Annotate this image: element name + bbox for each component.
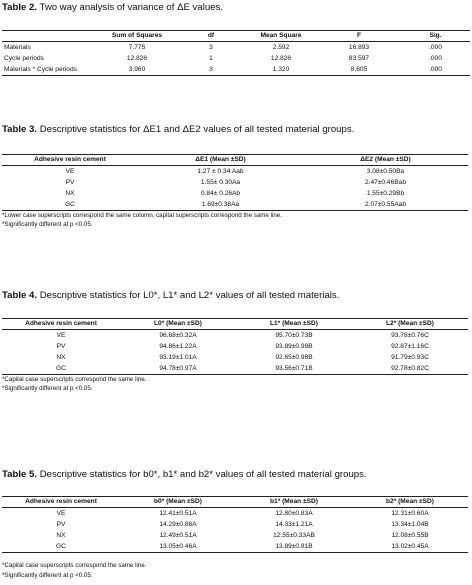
table-header-row xyxy=(2,31,470,42)
column-header: ΔE2 (Mean ±SD) xyxy=(303,155,468,166)
table-label: Table 4. xyxy=(2,290,38,301)
table-cell: 12.31±0.60A xyxy=(391,509,429,517)
table-cell: .000 xyxy=(429,43,442,51)
table-cell: 12.49±0.51A xyxy=(159,531,197,539)
table-note: *Significantly different at p <0.05. xyxy=(2,385,93,392)
table-cell: 93.19±1.01A xyxy=(159,353,197,361)
table-cell: 12.08±0.55B xyxy=(391,531,429,539)
table-row xyxy=(2,188,468,199)
table-cell: 3.08±0.50Ba xyxy=(366,167,405,175)
table-row xyxy=(2,64,470,76)
column-header: Mean Square xyxy=(245,31,317,42)
table-cell: 95.70±0.73B xyxy=(275,331,313,339)
table-note: *Capital case superscripts correspond the same line. xyxy=(2,562,147,569)
table-cell: 92.78±0.82C xyxy=(352,363,468,375)
table-cell: 13.02±0.45A xyxy=(352,541,468,553)
column-header: L1* (Mean ±SD) xyxy=(236,319,352,330)
column-header: Adhesive resin cement xyxy=(2,497,120,508)
table-cell: VE xyxy=(65,167,75,175)
table-row xyxy=(2,363,468,375)
table-cell: Cycle periods xyxy=(4,54,44,62)
table-cell: 1 xyxy=(209,54,213,62)
table-cell: 16.893 xyxy=(348,43,370,51)
table-cell: 1.55±0.29Bb xyxy=(366,189,405,197)
table-cell: 1.320 xyxy=(245,64,317,76)
table-note: *Significantly different at p <0.05. xyxy=(2,221,93,228)
table-cell: GC xyxy=(2,541,120,553)
table-row xyxy=(2,352,468,363)
table-cell: VE xyxy=(56,331,66,339)
table-cell: 3.960 xyxy=(97,64,177,76)
table-cell: 93.56±0.71B xyxy=(236,363,352,375)
table-cell: 2.07±0.55Aab xyxy=(303,199,468,211)
table-row xyxy=(2,166,468,178)
table-cell: PV xyxy=(56,342,66,350)
table-title: Descriptive statistics for L0*, L1* and L2* values of all tested materials. xyxy=(39,290,340,301)
table-title: Two way analysis of variance of ΔE values. xyxy=(39,2,223,13)
table-title: Descriptive statistics for ΔE1 and ΔE2 values of all tested material groups. xyxy=(39,124,355,135)
table-4 xyxy=(2,318,468,375)
column-header: Sum of Squares xyxy=(97,31,177,42)
table-title: Descriptive statistics for b0*, b1* and b2* values of all tested material groups. xyxy=(39,469,367,480)
table-row xyxy=(2,53,470,64)
table-cell: 12.41±0.51A xyxy=(159,509,197,517)
table-3-caption xyxy=(2,124,354,135)
table-header-row xyxy=(2,155,468,166)
table-cell: NX xyxy=(56,531,66,539)
table-cell: 0.84± 0.26Ab xyxy=(200,189,241,197)
table-cell: 12.80±0.83A xyxy=(275,509,313,517)
table-row xyxy=(2,199,468,211)
table-cell: 83.597 xyxy=(348,54,370,62)
table-cell: 92.87±1.16C xyxy=(391,342,429,350)
column-header: b2* (Mean ±SD) xyxy=(352,497,468,508)
table-row xyxy=(2,541,468,553)
table-4-caption xyxy=(2,290,339,301)
column-header: L2* (Mean ±SD) xyxy=(352,319,468,330)
table-cell: 12.55±0.33AB xyxy=(273,531,315,539)
table-cell: PV xyxy=(65,178,75,186)
table-cell: NX xyxy=(56,353,66,361)
table-header-row xyxy=(2,497,468,508)
table-3 xyxy=(2,154,468,211)
table-2-caption xyxy=(2,2,223,13)
table-cell: PV xyxy=(56,520,66,528)
table-cell: 93.78±0.76C xyxy=(391,331,429,339)
table-row xyxy=(2,330,468,342)
table-cell: 8.605 xyxy=(317,64,401,76)
table-label: Table 2. xyxy=(2,2,38,13)
table-cell: 96.68±0.32A xyxy=(159,331,197,339)
table-5 xyxy=(2,496,468,553)
table-row xyxy=(2,177,468,188)
table-cell: 93.89±0.99B xyxy=(275,342,313,350)
table-row xyxy=(2,519,468,530)
column-header: Adhesive resin cement xyxy=(2,155,138,166)
column-header: ΔE1 (Mean ±SD) xyxy=(138,155,303,166)
table-5-caption xyxy=(2,469,367,480)
table-row xyxy=(2,530,468,541)
table-cell: 2.47±0.46Bab xyxy=(364,178,407,186)
table-cell: 1.27 ± 0.34 Aab xyxy=(197,167,244,175)
table-cell: Materials * Cycle periods xyxy=(2,64,97,76)
table-2 xyxy=(2,30,470,76)
table-cell: 7.775 xyxy=(128,43,146,51)
table-cell: NX xyxy=(65,189,75,197)
column-header: L0* (Mean ±SD) xyxy=(120,319,236,330)
table-note: *Capital case superscripts correspond the same line. xyxy=(2,376,147,383)
table-cell: VE xyxy=(56,509,66,517)
table-cell: GC xyxy=(2,363,120,375)
column-header: Adhesive resin cement xyxy=(2,319,120,330)
column-header: b0* (Mean ±SD) xyxy=(120,497,236,508)
table-cell: 3 xyxy=(209,43,213,51)
table-header-row xyxy=(2,319,468,330)
table-cell: 13.89±0.81B xyxy=(236,541,352,553)
table-cell: 13.34±1.04B xyxy=(391,520,429,528)
table-cell: 91.79±0.93C xyxy=(391,353,429,361)
table-cell: 1.69±0.38Aa xyxy=(138,199,303,211)
table-row xyxy=(2,42,470,54)
column-header: Sig. xyxy=(401,31,470,42)
table-cell: 13.05±0.46A xyxy=(120,541,236,553)
table-cell: 14.29±0.86A xyxy=(159,520,197,528)
table-cell: GC xyxy=(2,199,138,211)
table-label: Table 3. xyxy=(2,124,38,135)
table-cell: 12.826 xyxy=(126,54,148,62)
table-cell: 2.592 xyxy=(272,43,290,51)
table-row xyxy=(2,508,468,520)
table-cell: 12.826 xyxy=(270,54,292,62)
table-cell: 94.78±0.97A xyxy=(120,363,236,375)
table-cell: .000 xyxy=(429,54,442,62)
table-note: *Lower case superscripts correspond the same column, capital superscripts correspond the same line. xyxy=(2,212,282,219)
column-header: F xyxy=(317,31,401,42)
column-header: b1* (Mean ±SD) xyxy=(236,497,352,508)
table-cell: Materials xyxy=(4,43,31,51)
table-cell: 94.86±1.22A xyxy=(159,342,197,350)
table-cell: .000 xyxy=(401,64,470,76)
table-row xyxy=(2,341,468,352)
table-note: *Significantly different at p <0.05. xyxy=(2,572,93,579)
table-cell: 92.65±0.98B xyxy=(275,353,313,361)
column-header xyxy=(2,31,97,42)
table-cell: 14.33±1.21A xyxy=(275,520,313,528)
table-cell: 3 xyxy=(177,64,245,76)
column-header: df xyxy=(177,31,245,42)
table-cell: 1.55± 0.30Aa xyxy=(200,178,241,186)
table-label: Table 5. xyxy=(2,469,38,480)
